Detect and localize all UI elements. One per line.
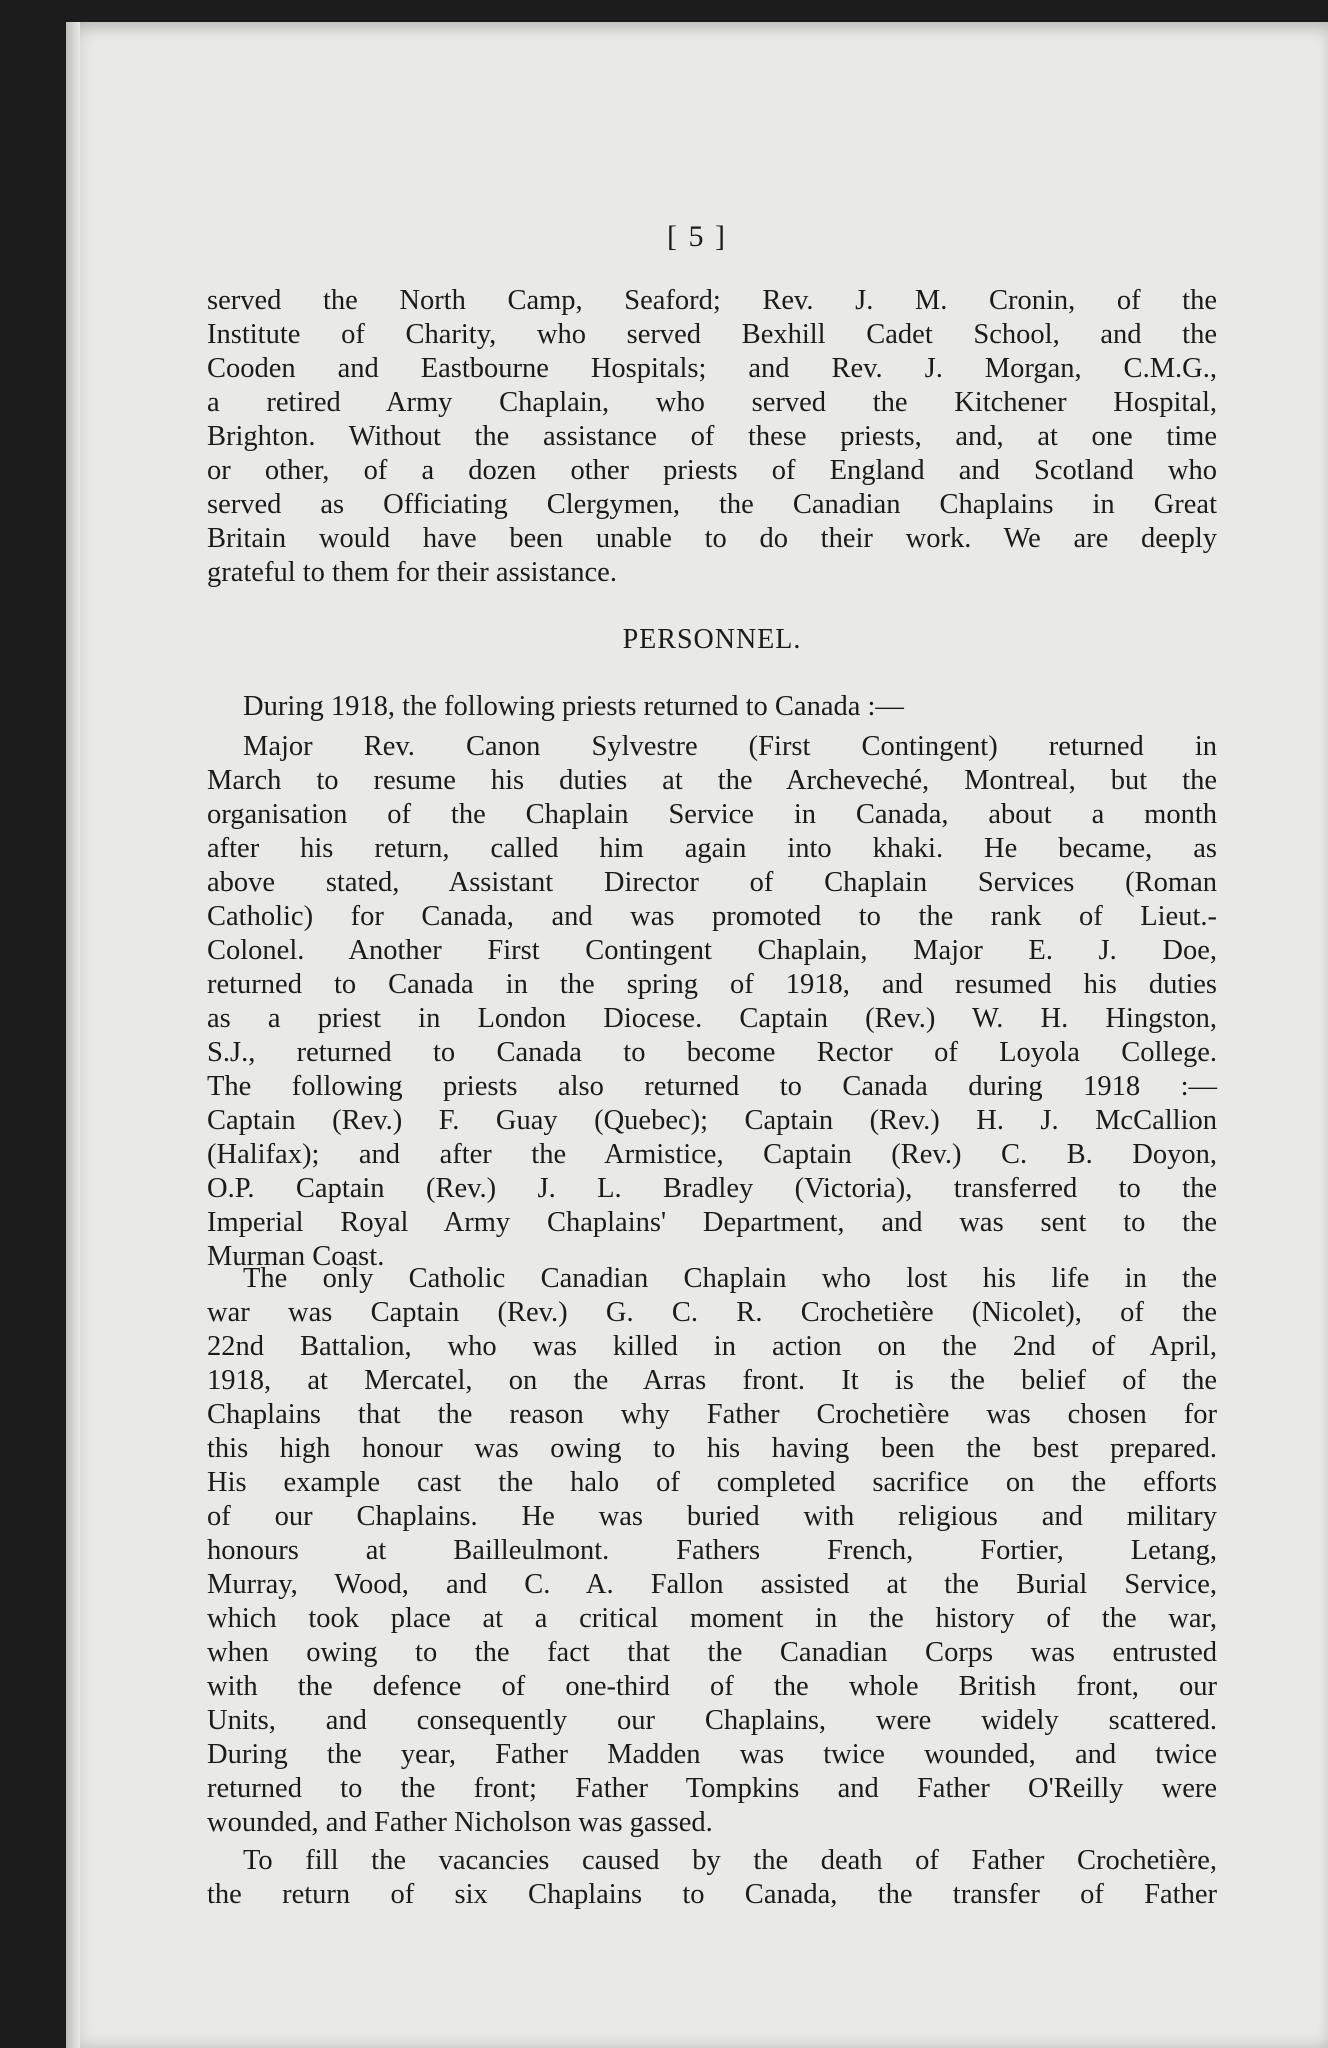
text-line: returned to Canada in the spring of 1918, and resumed his duties bbox=[207, 969, 1217, 1000]
text-line: with the defence of one-third of the whole British front, our bbox=[207, 1671, 1217, 1702]
text-line: Catholic) for Canada, and was promoted to the rank of Lieut.- bbox=[207, 901, 1217, 932]
text-line: Britain would have been unable to do their work. We are deeply bbox=[207, 523, 1217, 554]
paragraph-returns bbox=[207, 730, 1217, 1274]
text-line: To fill the vacancies caused by the death of Father Crochetière, bbox=[243, 1845, 1217, 1876]
text-line: of our Chaplains. He was buried with religious and military bbox=[207, 1501, 1217, 1532]
text-line: Cooden and Eastbourne Hospitals; and Rev. J. Morgan, C.M.G., bbox=[207, 353, 1217, 384]
text-line: this high honour was owing to his having been the best prepared. bbox=[207, 1433, 1217, 1464]
text-line: During 1918, the following priests returned to Canada :— bbox=[243, 691, 904, 722]
text-line: Brighton. Without the assistance of these priests, and, at one time bbox=[207, 421, 1217, 452]
text-line: Murman Coast. bbox=[207, 1241, 385, 1272]
text-line: above stated, Assistant Director of Chaplain Services (Roman bbox=[207, 867, 1217, 898]
text-line: served as Officiating Clergymen, the Canadian Chaplains in Great bbox=[207, 489, 1217, 520]
text-line: served the North Camp, Seaford; Rev. J. M. Cronin, of the bbox=[207, 285, 1217, 316]
text-line: During the year, Father Madden was twice wounded, and twice bbox=[207, 1739, 1217, 1770]
text-line: Units, and consequently our Chaplains, were widely scattered. bbox=[207, 1705, 1217, 1736]
text-line: a retired Army Chaplain, who served the Kitchener Hospital, bbox=[207, 387, 1217, 418]
text-line: Captain (Rev.) F. Guay (Quebec); Captain (Rev.) H. J. McCallion bbox=[207, 1105, 1217, 1136]
text-line: grateful to them for their assistance. bbox=[207, 557, 617, 588]
text-line: or other, of a dozen other priests of England and Scotland who bbox=[207, 455, 1217, 486]
text-line: O.P. Captain (Rev.) J. L. Bradley (Victoria), transferred to the bbox=[207, 1173, 1217, 1204]
paragraph-crochetiere bbox=[207, 1262, 1217, 1840]
text-line: 22nd Battalion, who was killed in action on the 2nd of April, bbox=[207, 1331, 1217, 1362]
text-line: honours at Bailleulmont. Fathers French, Fortier, Letang, bbox=[207, 1535, 1217, 1566]
text-line: the return of six Chaplains to Canada, the transfer of Father bbox=[207, 1879, 1217, 1910]
text-line: Colonel. Another First Contingent Chaplain, Major E. J. Doe, bbox=[207, 935, 1217, 966]
text-line: Institute of Charity, who served Bexhill Cadet School, and the bbox=[207, 319, 1217, 350]
text-line: S.J., returned to Canada to become Rector of Loyola College. bbox=[207, 1037, 1217, 1068]
text-line: His example cast the halo of completed sacrifice on the efforts bbox=[207, 1467, 1217, 1498]
page-number: [ 5 ] bbox=[667, 220, 727, 253]
text-line: (Halifax); and after the Armistice, Captain (Rev.) C. B. Doyon, bbox=[207, 1139, 1217, 1170]
text-line: war was Captain (Rev.) G. C. R. Crochetière (Nicolet), of the bbox=[207, 1297, 1217, 1328]
section-heading: PERSONNEL. bbox=[622, 624, 802, 655]
book-page bbox=[66, 22, 1328, 2048]
text-line: Chaplains that the reason why Father Crochetière was chosen for bbox=[207, 1399, 1217, 1430]
text-line: The only Catholic Canadian Chaplain who lost his life in the bbox=[243, 1263, 1217, 1294]
text-line: when owing to the fact that the Canadian Corps was entrusted bbox=[207, 1637, 1217, 1668]
text-line: after his return, called him again into khaki. He became, as bbox=[207, 833, 1217, 864]
text-line: wounded, and Father Nicholson was gassed. bbox=[207, 1807, 713, 1838]
text-line: Murray, Wood, and C. A. Fallon assisted at the Burial Service, bbox=[207, 1569, 1217, 1600]
paragraph-intro bbox=[207, 690, 1217, 724]
text-line: 1918, at Mercatel, on the Arras front. It is the belief of the bbox=[207, 1365, 1217, 1396]
text-line: as a priest in London Diocese. Captain (Rev.) W. H. Hingston, bbox=[207, 1003, 1217, 1034]
text-line: returned to the front; Father Tompkins and Father O'Reilly were bbox=[207, 1773, 1217, 1804]
paragraph-vacancies bbox=[207, 1844, 1217, 1912]
text-line: which took place at a critical moment in the history of the war, bbox=[207, 1603, 1217, 1634]
text-line: The following priests also returned to Canada during 1918 :— bbox=[207, 1071, 1217, 1102]
text-line: March to resume his duties at the Archeveché, Montreal, but the bbox=[207, 765, 1217, 796]
text-line: Major Rev. Canon Sylvestre (First Contingent) returned in bbox=[243, 731, 1217, 762]
text-line: Imperial Royal Army Chaplains' Department, and was sent to the bbox=[207, 1207, 1217, 1238]
paragraph-continuation bbox=[207, 284, 1217, 590]
text-line: organisation of the Chaplain Service in Canada, about a month bbox=[207, 799, 1217, 830]
